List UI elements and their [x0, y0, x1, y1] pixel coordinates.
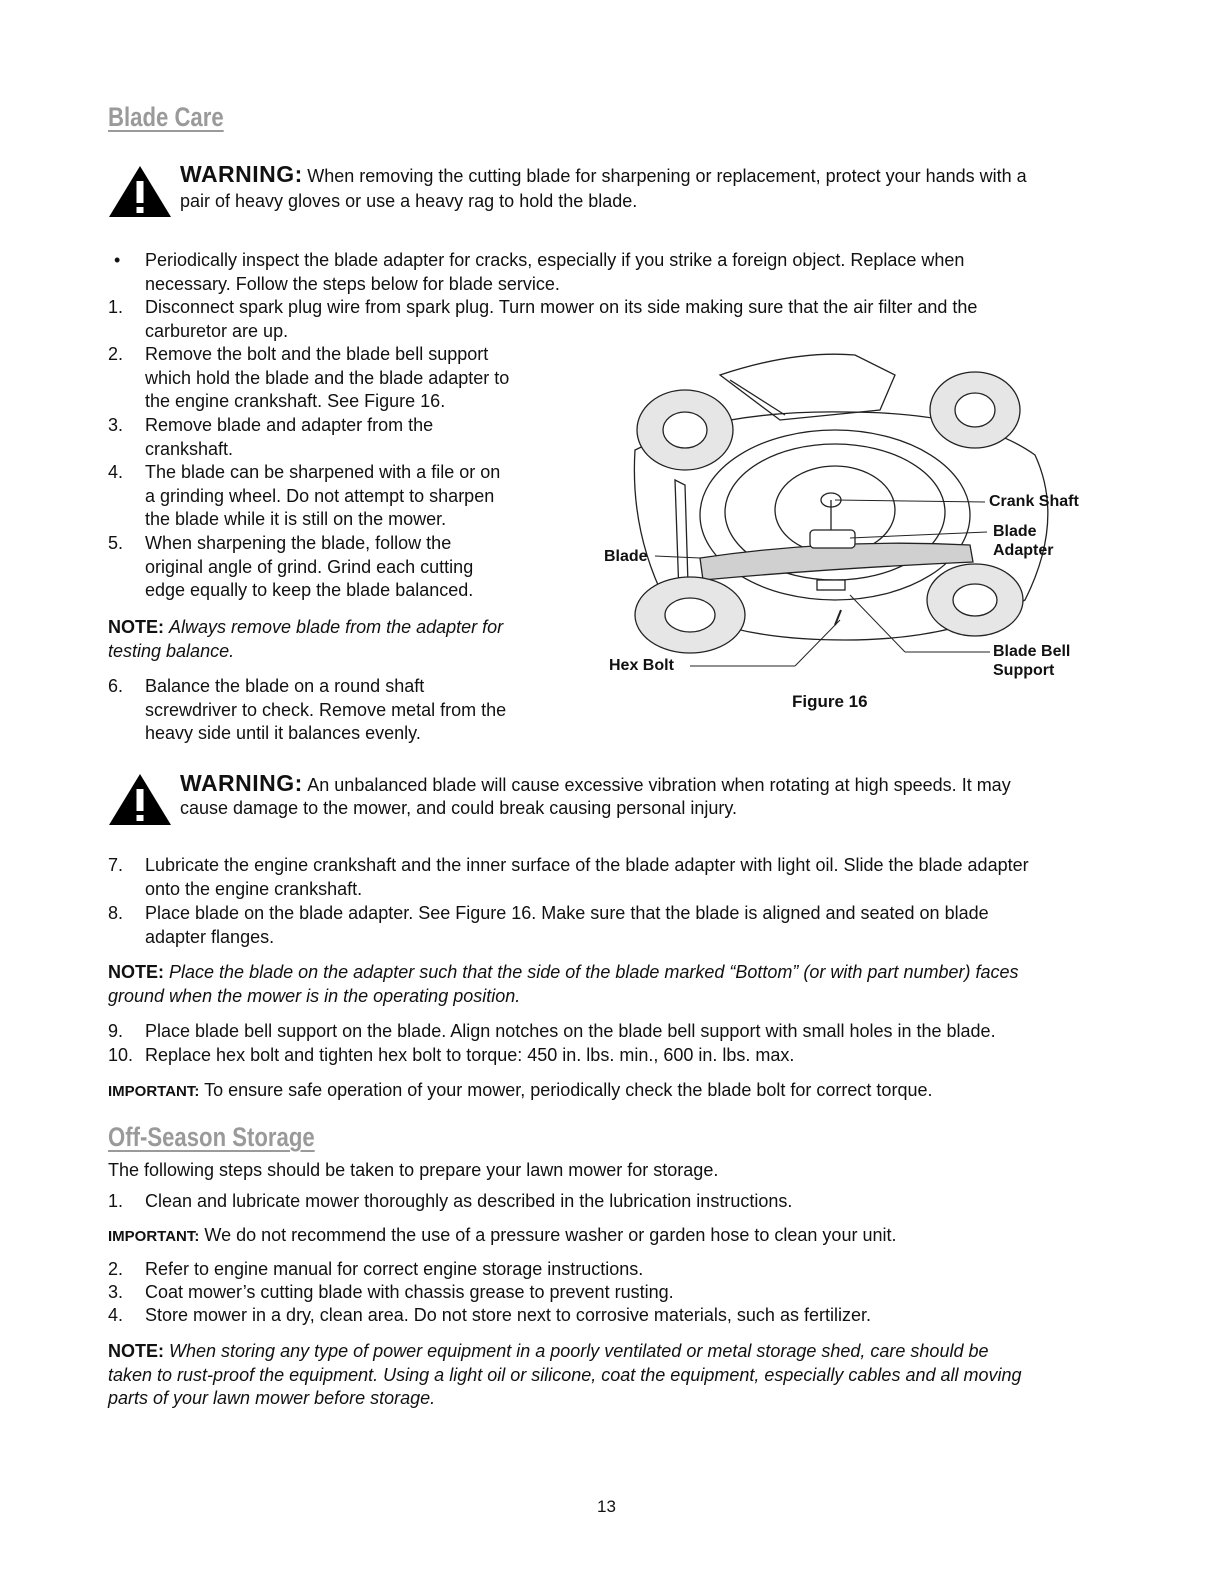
list-item-line: which hold the blade and the blade adapter to: [145, 367, 510, 388]
warning-label: WARNING:: [180, 770, 303, 796]
off-season-intro: The following steps should be taken to prepare your lawn mower for storage.: [108, 1160, 719, 1180]
list-item-line: a grinding wheel. Do not attempt to sharpen: [145, 485, 495, 506]
step-number: 1.: [108, 297, 124, 317]
step-number: 6.: [108, 676, 124, 696]
list-item-line: necessary. Follow the steps below for blade service.: [145, 273, 560, 294]
label-blade-bell-support: [993, 642, 1070, 680]
label-line: Adapter: [993, 542, 1054, 559]
list-item-line: edge equally to keep the blade balanced.: [145, 580, 474, 600]
note-text: testing balance.: [108, 640, 235, 661]
label-blade: Blade: [604, 548, 648, 565]
warning-text-line2: cause damage to the mower, and could break causing personal injury.: [180, 798, 737, 818]
list-item-line: onto the engine crankshaft.: [145, 878, 363, 899]
list-item-line: Periodically inspect the blade adapter for cracks, especially if you strike a foreign object. Replace when: [145, 250, 965, 270]
note-text: When storing any type of power equipment in a poorly ventilated or metal storage shed, care should be: [169, 1341, 989, 1361]
list-item-line: original angle of grind. Grind each cutting: [145, 556, 474, 577]
list-item-line: the engine crankshaft. See Figure 16.: [145, 391, 446, 411]
label-line: Blade Bell: [993, 643, 1071, 660]
list-item-line: screwdriver to check. Remove metal from the: [145, 699, 507, 720]
step-number: 3.: [108, 415, 124, 435]
important-note: [108, 1079, 932, 1104]
section-title-off-season-storage: Off-Season Storage: [108, 1122, 315, 1152]
step-number: 7.: [108, 855, 124, 875]
list-item-line: Place blade bell support on the blade. Align notches on the blade bell support with small holes in the blade.: [145, 1021, 996, 1041]
list-item-line: The blade can be sharpened with a file or on: [145, 462, 501, 482]
list-item-line: When sharpening the blade, follow the: [145, 533, 452, 553]
note-label: NOTE:: [108, 617, 164, 637]
note-text: taken to rust-proof the equipment. Using a light oil or silicone, coat the equipment, especially cables and all moving: [108, 1364, 1022, 1385]
bullet-marker: •: [114, 250, 121, 270]
list-item-line: Refer to engine manual for correct engine storage instructions.: [145, 1259, 644, 1279]
list-item-line: the blade while it is still on the mower.: [145, 509, 447, 529]
note-label: NOTE:: [108, 962, 164, 982]
storage-note: [108, 1340, 1118, 1411]
list-item-line: adapter flanges.: [145, 926, 275, 947]
list-item-line: heavy side until it balances evenly.: [145, 723, 421, 743]
note-2: [108, 961, 1019, 1008]
warning-triangle-icon: [107, 772, 173, 826]
note-text: parts of your lawn mower before storage.: [108, 1388, 436, 1408]
list-item-line: Remove the bolt and the blade bell support: [145, 344, 489, 364]
warning-label: WARNING:: [180, 161, 303, 187]
list-item-line: carburetor are up.: [145, 320, 289, 341]
step-number: 4.: [108, 462, 124, 482]
step-number: 3.: [108, 1282, 124, 1302]
section-title-blade-care: Blade Care: [108, 102, 224, 132]
step-number: 5.: [108, 533, 124, 553]
list-item-line: Replace hex bolt and tighten hex bolt to torque: 450 in. lbs. min., 600 in. lbs. max.: [145, 1045, 795, 1065]
step-number: 4.: [108, 1305, 124, 1325]
list-item-line: Clean and lubricate mower thoroughly as described in the lubrication instructions.: [145, 1191, 793, 1211]
list-item-line: crankshaft.: [145, 438, 234, 459]
note-1: [108, 616, 503, 663]
warning-text-line1: An unbalanced blade will cause excessive vibration when rotating at high speeds. It may: [307, 775, 1011, 795]
step-number: 9.: [108, 1021, 124, 1041]
list-item-line: Lubricate the engine crankshaft and the inner surface of the blade adapter with light oil. Slide the blade adapter: [145, 855, 1029, 875]
important-label: IMPORTANT:: [108, 1083, 200, 1100]
step-number: 10.: [108, 1045, 134, 1065]
label-line: Blade: [993, 523, 1037, 540]
step-number: 8.: [108, 903, 124, 923]
important-label: IMPORTANT:: [108, 1228, 200, 1245]
important-text: To ensure safe operation of your mower, periodically check the blade bolt for correct torque.: [204, 1080, 933, 1100]
important-note: [108, 1224, 896, 1249]
warning-2: [180, 770, 1011, 798]
figure-caption: Figure 16: [792, 692, 868, 711]
important-text: We do not recommend the use of a pressure washer or garden hose to clean your unit.: [204, 1225, 897, 1245]
note-text: Always remove blade from the adapter for: [169, 617, 504, 637]
page-number: 13: [597, 1497, 616, 1516]
label-line: Support: [993, 662, 1055, 679]
warning-text-line2: pair of heavy gloves or use a heavy rag to hold the blade.: [180, 191, 638, 211]
label-hex-bolt: Hex Bolt: [609, 657, 674, 674]
warning-triangle-icon: [107, 164, 173, 218]
step-number: 2.: [108, 1259, 124, 1279]
warning-text-line1: When removing the cutting blade for sharpening or replacement, protect your hands with a: [307, 166, 1027, 186]
step-number: 1.: [108, 1191, 124, 1211]
list-item-line: Disconnect spark plug wire from spark plug. Turn mower on its side making sure that the air filter and the: [145, 297, 978, 317]
list-item-line: Coat mower’s cutting blade with chassis grease to prevent rusting.: [145, 1282, 674, 1302]
note-text: Place the blade on the adapter such that the side of the blade marked “Bottom” (or with part number) faces: [169, 962, 1019, 982]
label-crank-shaft: Crank Shaft: [989, 493, 1079, 510]
note-text: ground when the mower is in the operating position.: [108, 985, 521, 1006]
step-number: 2.: [108, 344, 124, 364]
note-label: NOTE:: [108, 1341, 164, 1361]
warning-1: [180, 161, 1027, 189]
list-item-line: Remove blade and adapter from the: [145, 415, 434, 435]
list-item-line: Store mower in a dry, clean area. Do not store next to corrosive materials, such as fertilizer.: [145, 1305, 871, 1325]
list-item-line: Place blade on the blade adapter. See Figure 16. Make sure that the blade is aligned and seated on blade: [145, 903, 989, 923]
label-blade-adapter: [993, 522, 1053, 560]
list-item-line: Balance the blade on a round shaft: [145, 676, 425, 696]
